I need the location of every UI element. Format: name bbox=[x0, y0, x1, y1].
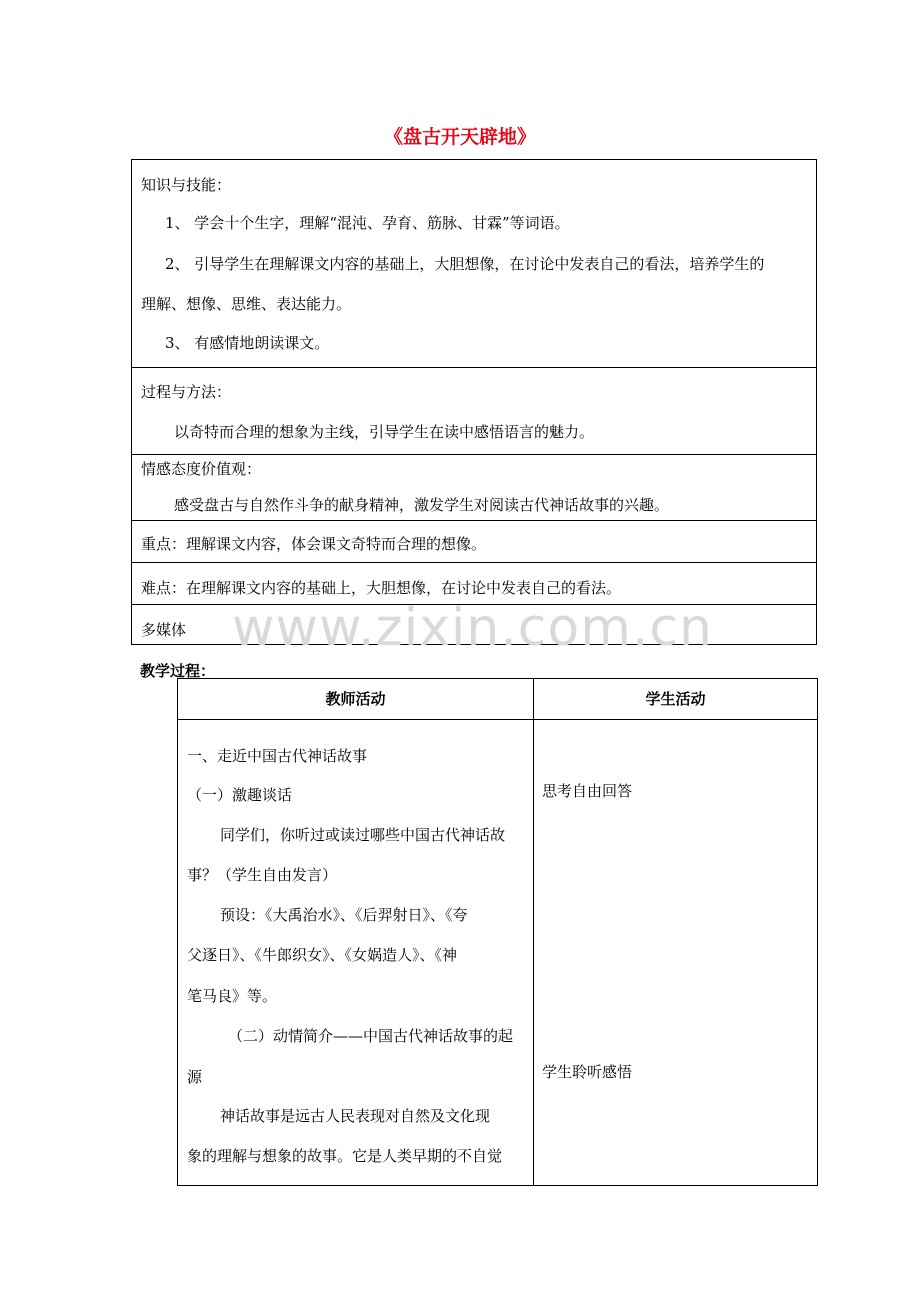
process-label: 过程与方法： bbox=[141, 383, 232, 401]
knowledge-item-3: 3、 有感情地朗读课文。 bbox=[165, 334, 330, 352]
teacher-line: 源 bbox=[187, 1068, 203, 1086]
objectives-table bbox=[131, 159, 817, 645]
teacher-line: 一、走近中国古代神话故事 bbox=[187, 747, 368, 765]
column-divider bbox=[533, 679, 534, 1185]
process-section bbox=[132, 367, 816, 454]
attitude-text: 感受盘古与自然作斗争的献身精神，激发学生对阅读古代神话故事的兴趣。 bbox=[174, 496, 670, 514]
knowledge-label: 知识与技能： bbox=[141, 176, 232, 194]
teacher-activity-header: 教师活动 bbox=[178, 679, 533, 720]
attitude-label: 情感态度价值观： bbox=[141, 460, 262, 478]
media-text: 多媒体 bbox=[141, 621, 187, 639]
student-activity-header: 学生活动 bbox=[534, 679, 817, 720]
student-line: 学生聆听感悟 bbox=[542, 1063, 633, 1081]
teacher-line: 事？（学生自由发言） bbox=[187, 866, 338, 884]
key-point-text: 重点：理解课文内容，体会课文奇特而合理的想像。 bbox=[141, 535, 487, 553]
knowledge-item-2: 2、 引导学生在理解课文内容的基础上，大胆想像，在讨论中发表自己的看法，培养学生的 bbox=[165, 255, 765, 273]
watermark: www.zixin.com.cn bbox=[232, 598, 713, 658]
difficulty-text: 难点：在理解课文内容的基础上，大胆想像，在讨论中发表自己的看法。 bbox=[141, 579, 622, 597]
process-text: 以奇特而合理的想象为主线，引导学生在读中感悟语言的魅力。 bbox=[174, 423, 595, 441]
teacher-line: 神话故事是远古人民表现对自然及文化现 bbox=[220, 1107, 491, 1125]
teaching-process-label: 教学过程： bbox=[140, 662, 216, 680]
student-line: 思考自由回答 bbox=[542, 782, 633, 800]
knowledge-section bbox=[132, 160, 816, 367]
teacher-line: 同学们，你听过或读过哪些中国古代神话故 bbox=[220, 826, 506, 844]
teacher-line: 象的理解与想象的故事。它是人类早期的不自觉 bbox=[187, 1147, 503, 1165]
activity-table bbox=[177, 678, 818, 1186]
teacher-line: （一）激趣谈话 bbox=[187, 786, 293, 804]
key-point-section bbox=[132, 520, 816, 562]
knowledge-item-1: 1、 学会十个生字，理解“混沌、孕育、筋脉、甘霖”等词语。 bbox=[165, 214, 570, 232]
attitude-section bbox=[132, 454, 816, 520]
document-title: 《盘古开天辟地》 bbox=[383, 126, 536, 148]
teacher-line: 预设：《大禹治水》、《后羿射日》、《夸 bbox=[220, 906, 468, 924]
knowledge-item-2-cont: 理解、想像、思维、表达能力。 bbox=[141, 295, 352, 313]
teacher-line: 父逐日》、《牛郎织女》、《女娲造人》、《神 bbox=[187, 946, 458, 964]
teacher-line: （二）动情简介——中国古代神话故事的起 bbox=[228, 1027, 514, 1045]
teacher-line: 笔马良》等。 bbox=[187, 987, 278, 1005]
